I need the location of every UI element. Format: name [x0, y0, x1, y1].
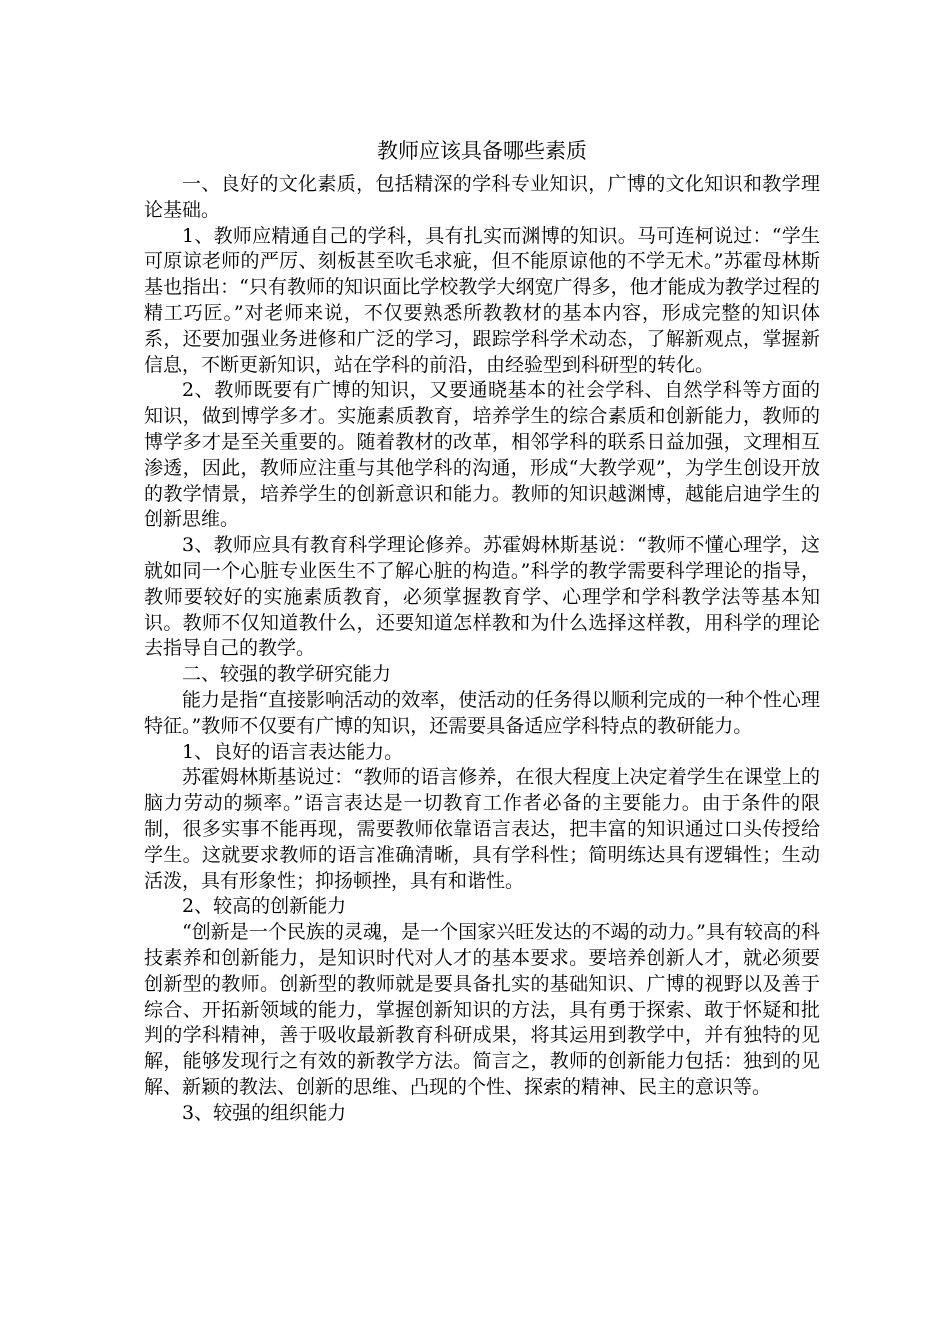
- paragraph-ability-definition: 能力是指“直接影响活动的效率，使活动的任务得以顺利完成的一种个性心理特征。”教师不仅要有广博的知识，还需要具备适应学科特点的教研能力。: [144, 688, 820, 737]
- paragraph-language-heading: 1、良好的语言表达能力。: [182, 740, 404, 763]
- paragraph-section-two-heading: 二、较强的教学研究能力: [182, 663, 392, 686]
- paragraph-education-theory: 3、教师应具有教育科学理论修养。苏霍姆林斯基说：“教师不懂心理学，这就如同一个心脏专业医生不了解心脏的构造。”科学的教学需要科学理论的指导，教师要较好的实施素质教育，必须掌握教育学、心理学和学科教学法等基本知识。教师不仅知道教什么，还要知道怎样教和为什么选择这样教，用科学的理论去指导自己的教学。: [144, 534, 820, 660]
- paragraph-innovation-ability: “创新是一个民族的灵魂，是一个国家兴旺发达的不竭的动力。”具有较高的科技素养和创新能力，是知识时代对人才的基本要求。要培养创新人才，就必须要创新型的教师。创新型的教师就是要具备扎实的基础知识、广博的视野以及善于综合、开拓新领域的能力，掌握创新知识的方法，具有勇于探索、敢于怀疑和批判的学科精神，善于吸收最新教育科研成果，将其运用到教学中，并有独特的见解，能够发现行之有效的新教学方法。简言之，教师的创新能力包括：独到的见解、新颖的教法、创新的思维、凸现的个性、探索的精神、民主的意识等。: [144, 921, 820, 1098]
- paragraph-broad-knowledge: 2、教师既要有广博的知识，又要通晓基本的社会学科、自然学科等方面的知识，做到博学多才。实施素质教育，培养学生的综合素质和创新能力，教师的博学多才是至关重要的。随着教材的改革，相邻学科的联系日益加强，文理相互渗透，因此，教师应注重与其他学科的沟通，形成“大教学观”，为学生创设开放的教学情景，培养学生的创新意识和能力。教师的知识越渊博，越能启迪学生的创新思维。: [144, 379, 820, 531]
- paragraph-section-one-heading: 一、良好的文化素质，包括精深的学科专业知识，广博的文化知识和教学理论基础。: [144, 173, 820, 221]
- document-page: [144, 136, 820, 1126]
- paragraph-organization-heading: 3、较强的组织能力: [182, 1101, 347, 1124]
- paragraph-subject-mastery: 1、教师应精通自己的学科，具有扎实而渊博的知识。马可连柯说过：“学生可原谅老师的严厉、刻板甚至吹毛求疵，但不能原谅他的不学无术。”苏霍母林斯基也指出：“只有教师的知识面比学校教学大纲宽广得多，他才能成为教学过程的精工巧匠。”对老师来说，不仅要熟悉所教教材的基本内容，形成完整的知识体系，还要加强业务进修和广泛的学习，跟踪学科学术动态，了解新观点，掌握新信息，不断更新知识，站在学科的前沿，由经验型到科研型的转化。: [144, 224, 820, 376]
- document-title: 教师应该具备哪些素质: [377, 139, 587, 163]
- paragraph-language-ability: 苏霍姆林斯基说过：“教师的语言修养，在很大程度上决定着学生在课堂上的脑力劳动的频率。”语言表达是一切教育工作者必备的主要能力。由于条件的限制，很多实事不能再现，需要教师依靠语言表达，把丰富的知识通过口头传授给学生。这就要求教师的语言准确清晰，具有学科性；简明练达具有逻辑性；生动活泼，具有形象性；抑扬顿挫，具有和谐性。: [144, 766, 820, 892]
- paragraph-innovation-heading: 2、较高的创新能力: [182, 895, 347, 918]
